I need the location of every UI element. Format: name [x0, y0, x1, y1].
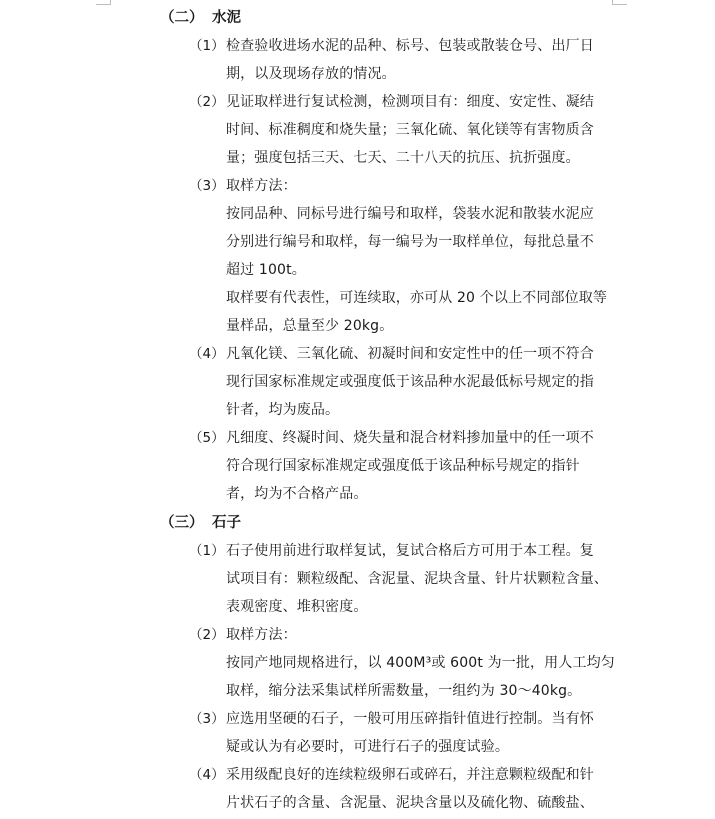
item-text-line: 取样方法：	[226, 178, 297, 194]
section-title: 石子	[212, 515, 241, 531]
item-number: （1）	[189, 543, 225, 559]
item-text-line: 针者，均为废品。	[226, 402, 340, 418]
item-text-line: 分别进行编号和取样，每一编号为一取样单位，每批总量不	[226, 234, 594, 250]
right-crop-mark	[612, 0, 627, 5]
item-number: （1）	[189, 38, 225, 54]
item-number: （4）	[189, 767, 225, 783]
item-text-line: 取样方法：	[226, 627, 297, 643]
item-text-line: 检查验收进场水泥的品种、标号、包装或散装仓号、出厂日	[226, 38, 594, 54]
item-text-line: 量样品，总量至少 20kg。	[226, 318, 394, 334]
item-text-line: 者，均为不合格产品。	[226, 486, 368, 502]
section-number: （二）	[160, 10, 204, 26]
item-text-line: 见证取样进行复试检测，检测项目有：细度、安定性、凝结	[226, 94, 594, 110]
item-text-line: 现行国家标准规定或强度低于该品种水泥最低标号规定的指	[226, 374, 594, 390]
item-text-line: 按同产地同规格进行，以 400M³或 600t 为一批，用人工均匀	[226, 655, 615, 671]
item-text-line: 应选用坚硬的石子，一般可用压碎指针值进行控制。当有怀	[226, 711, 594, 727]
item-text-line: 凡细度、终凝时间、烧失量和混合材料掺加量中的任一项不	[226, 430, 594, 446]
item-text-line: 表观密度、堆积密度。	[226, 599, 368, 615]
item-text-line: 符合现行国家标准规定或强度低于该品种标号规定的指针	[226, 458, 580, 474]
item-text-line: 取样，缩分法采集试样所需数量，一组约为 30～40kg。	[226, 683, 582, 699]
item-text-line: 片状石子的含量、含泥量、泥块含量以及硫化物、硫酸盐、	[226, 795, 594, 811]
item-text-line: 量；强度包括三天、七天、二十八天的抗压、抗折强度。	[226, 150, 580, 166]
item-text-line: 凡氧化镁、三氧化硫、初凝时间和安定性中的任一项不符合	[226, 346, 594, 362]
item-number: （3）	[189, 178, 225, 194]
item-number: （2）	[189, 94, 225, 110]
section-number: （三）	[160, 515, 204, 531]
item-text-line: 石子使用前进行取样复试，复试合格后方可用于本工程。复	[226, 543, 594, 559]
item-text-line: 试项目有：颗粒级配、含泥量、泥块含量、针片状颗粒含量、	[226, 571, 609, 587]
item-number: （2）	[189, 627, 225, 643]
item-text-line: 时间、标准稠度和烧失量；三氧化硫、氧化镁等有害物质含	[226, 122, 594, 138]
section-heading	[160, 513, 241, 533]
item-text-line: 超过 100t。	[226, 262, 306, 278]
item-text-line: 取样要有代表性，可连续取，亦可从 20 个以上不同部位取等	[226, 290, 608, 306]
section-heading	[160, 8, 241, 28]
item-number: （3）	[189, 711, 225, 727]
item-text-line: 按同品种、同标号进行编号和取样，袋装水泥和散装水泥应	[226, 206, 594, 222]
item-number: （5）	[189, 430, 225, 446]
item-text-line: 疑或认为有必要时，可进行石子的强度试验。	[226, 739, 509, 755]
item-text-line: 采用级配良好的连续粒级卵石或碎石，并注意颗粒级配和针	[226, 767, 594, 783]
item-text-line: 期，以及现场存放的情况。	[226, 66, 396, 82]
section-title: 水泥	[212, 10, 241, 26]
left-crop-mark	[96, 0, 111, 5]
item-number: （4）	[189, 346, 225, 362]
